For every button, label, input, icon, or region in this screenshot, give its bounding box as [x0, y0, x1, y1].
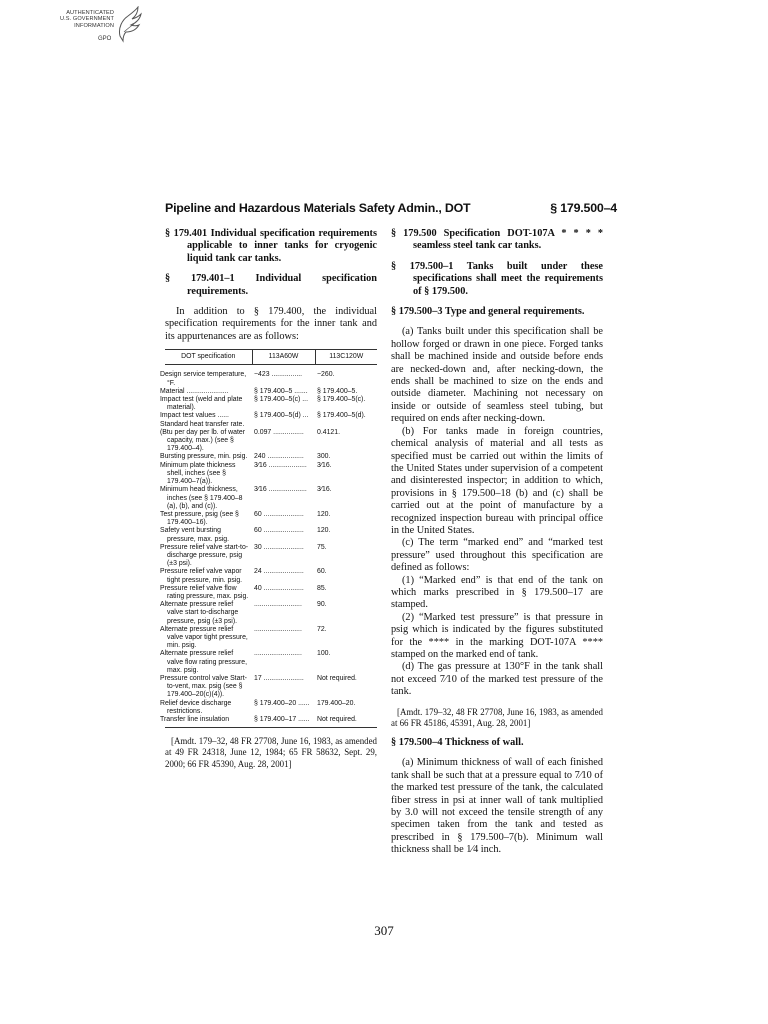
- section-heading: § 179.500–4 Thickness of wall.: [391, 737, 524, 749]
- spec-table-row: [165, 412, 377, 420]
- spec-table-header-row: [165, 350, 377, 365]
- spec-table-cell: 3⁄16.: [317, 461, 332, 469]
- paragraph: (d) The gas pressure at 130°F in the tank shall not exceed 7⁄10 of the marked test pressure of the tank.: [391, 661, 603, 698]
- logo-line: AUTHENTICATED: [66, 10, 114, 16]
- spec-table-cell: 60 .....................: [254, 527, 304, 535]
- spec-table-cell: .........................: [254, 650, 302, 658]
- spec-table-row: [165, 365, 377, 388]
- spec-table-row: [165, 486, 377, 511]
- spec-table-cell: 17 .....................: [254, 674, 304, 682]
- spec-table-cell: 60.: [317, 568, 327, 576]
- spec-table-cell: 0.4121.: [317, 428, 340, 436]
- gpo-authentication-logo: [52, 6, 152, 48]
- spec-table-cell: 3⁄16 ....................: [254, 461, 307, 469]
- paragraph: (2) “Marked test pressure” is that pressure in psig which is indicated by the figures substituted for the **** in the marking DOT-107A **** stamped on the marked end of tank.: [391, 611, 603, 660]
- section-heading: § 179.500 Specification DOT-107A * * * * seamless steel tank car tanks.: [391, 228, 603, 252]
- logo-line: INFORMATION: [74, 22, 114, 29]
- spec-table-cell: 30 .....................: [254, 543, 304, 551]
- spec-table-cell: 75.: [317, 543, 327, 551]
- spec-table-cell: 85.: [317, 584, 327, 592]
- spec-table-cell: [315, 421, 377, 429]
- spec-table-cell: Relief device discharge restrictions.: [160, 699, 232, 715]
- running-header-title: Pipeline and Hazardous Materials Safety Admin., DOT: [165, 201, 471, 215]
- spec-table-cell: 240 ...................: [254, 453, 304, 461]
- spec-table-cell: 179.400–20.: [317, 699, 356, 707]
- spec-table-cell: Material ......................: [160, 387, 229, 395]
- spec-table: [160, 349, 377, 728]
- spec-table-row: [165, 626, 377, 651]
- spec-table-cell: Pressure control valve Start-to-vent, max. psig (see § 179.400–20(c)(4)).: [160, 674, 247, 699]
- spec-table-cell: 120.: [317, 510, 331, 518]
- spec-table-cell: Alternate pressure relief valve start to-discharge pressure, psig (±3 psi).: [160, 601, 239, 625]
- section-heading: § 179.401 Individual specification requirements applicable to inner tanks for cryogenic liquid tank car tanks.: [165, 228, 377, 264]
- spec-table-row: [165, 527, 377, 543]
- spec-table-row: [165, 429, 377, 454]
- section-heading: § 179.500–1 Tanks built under these specifications shall meet the requirements of § 179.500.: [391, 260, 603, 297]
- spec-table-cell: Transfer line insulation: [165, 716, 252, 728]
- paragraph: (a) Tanks built under this specification shall be hollow forged or drawn in one piece. Forged tanks shall be machined inside and outside before ends are necked-down and, after necking-down, the ends shall be machined to size on the ends and outside diameter. Machining not necessary on inside or outside of seamless steel tubing, but required on ends after necking-down.: [391, 326, 603, 425]
- eagle-icon: [114, 6, 142, 46]
- spec-table-row: [165, 462, 377, 487]
- spec-table-cell: § 179.400–5(d) ...: [254, 412, 309, 420]
- spec-table-cell: Alternate pressure relief valve flow rating pressure, max. psig.: [160, 650, 248, 674]
- paragraph: (c) The term “marked end” and “marked test pressure” used throughout this specification are defined as follows:: [391, 537, 603, 574]
- section-heading: § 179.500–3 Type and general requirements.: [391, 306, 585, 318]
- logo-text: [52, 10, 114, 29]
- spec-table-cell: 60 .....................: [254, 510, 304, 518]
- spec-table-row: [165, 601, 377, 626]
- spec-table-row: [165, 568, 377, 584]
- paragraph: (1) “Marked end” is that end of the tank on which marks prescribed in § 179.500–17 are stamped.: [391, 574, 603, 611]
- right-column: [391, 228, 603, 857]
- spec-table-cell: § 179.400–5(d).: [317, 412, 366, 420]
- spec-table-row: [165, 388, 377, 396]
- spec-table-cell: 40 .....................: [254, 584, 304, 592]
- spec-table-cell: 300.: [317, 453, 331, 461]
- spec-table-cell: 90.: [317, 601, 327, 609]
- spec-table-cell: 24 .....................: [254, 568, 304, 576]
- spec-table-cell: 0.097 ................: [254, 428, 304, 436]
- spec-table-cell: Safety vent bursting pressure, max. psig.: [160, 527, 230, 543]
- spec-table-cell: Not required.: [315, 716, 377, 728]
- spec-table-cell: Bursting pressure, min. psig.: [160, 453, 248, 461]
- spec-table-cell: § 179.400–20 ......: [254, 699, 310, 707]
- paragraph: (a) Minimum thickness of wall of each finished tank shall be such that at a pressure equal to 7⁄10 of the marked test pressure of the tank, the calculated fiber stress in psi at inner wall of tank multiplied by 3.0 will not exceed the tensile strength of any specimen taken from the tank and tested as prescribed in § 179.500–7(b). Minimum wall thickness shall be 1⁄4 inch.: [391, 757, 603, 856]
- spec-table-cell: Alternate pressure relief valve vapor tight pressure, min. psig.: [160, 625, 248, 650]
- spec-table-cell: −260.: [317, 371, 335, 379]
- spec-table-row: [165, 396, 377, 412]
- spec-table-row: [165, 585, 377, 601]
- spec-table-cell: 100.: [317, 650, 331, 658]
- spec-table-cell: § 179.400–5(c) ...: [254, 396, 309, 404]
- running-header-section: § 179.500–4: [550, 201, 617, 215]
- spec-table-cell: 72.: [317, 625, 327, 633]
- left-column: [160, 228, 377, 778]
- spec-table-cell: [252, 421, 315, 429]
- spec-table-cell: § 179.400–17 ......: [252, 716, 315, 728]
- spec-table-cell: Test pressure, psig (see § 179.400–16).: [160, 510, 239, 527]
- spec-table-cell: .........................: [254, 625, 302, 633]
- spec-table-cell: § 179.400–5 .......: [254, 387, 308, 395]
- spec-table-cell: 120.: [317, 527, 331, 535]
- page-number: 307: [374, 923, 394, 938]
- spec-table-row: [165, 453, 377, 461]
- spec-table-cell: Impact test values ......: [160, 412, 229, 420]
- spec-table-row: [165, 675, 377, 700]
- column-header: 113C120W: [315, 350, 377, 365]
- spec-table-cell: .........................: [254, 601, 302, 609]
- logo-line: U.S. GOVERNMENT: [59, 16, 114, 23]
- spec-table-cell: Pressure relief valve flow rating pressure, max. psig.: [160, 584, 249, 600]
- spec-table-body: [160, 365, 377, 728]
- amendment-note: [Amdt. 179–32, 48 FR 27708, June 16, 1983, as amended at 49 FR 24318, June 12, 1984; 65 FR 58632, Sept. 29, 2000; 66 FR 45390, Aug. 28, 2001]: [165, 736, 377, 769]
- spec-table-cell: Standard heat transfer rate.: [160, 420, 245, 428]
- spec-table-row: [165, 511, 377, 527]
- spec-table-cell: Not required.: [317, 674, 357, 682]
- spec-table-row: [165, 700, 377, 716]
- spec-table-row: [165, 716, 377, 728]
- amendment-note: [Amdt. 179–32, 48 FR 27708, June 16, 1983, as amended at 66 FR 45186, 45391, Aug. 28, 2001]: [391, 706, 603, 728]
- section-heading: § 179.401–1 Individual specification requirements.: [165, 273, 377, 297]
- spec-table-cell: Design service temperature, °F.: [160, 371, 247, 387]
- paragraph: In addition to § 179.400, the individual specification requirements for the inner tank and its appurtenances are as follows:: [165, 306, 377, 342]
- spec-table-cell: Minimum head thickness, inches (see § 179.400–8 (a), (b), and (c)).: [160, 486, 243, 510]
- spec-table-row: [165, 544, 377, 569]
- spec-table-row: [165, 421, 377, 429]
- paragraph: (b) For tanks made in foreign countries, chemical analysis of material and all tests as specified must be carried out within the limits of the United States under supervision of a competent and disinterested inspector; in addition to which, provisions in § 179.500–18 (b) and (c) shall be carried out at the point of manufacture by a recognized inspection bureau with principal office in the United States.: [391, 425, 603, 536]
- spec-table-row: [165, 650, 377, 675]
- spec-table-cell: Pressure relief valve start-to-discharge pressure, psig (±3 psi).: [160, 543, 249, 568]
- spec-table-cell: § 179.400–5(c).: [317, 396, 366, 404]
- spec-table-cell: 3⁄16.: [317, 486, 332, 494]
- column-header: 113A60W: [252, 350, 315, 365]
- spec-table-cell: −423 ................: [254, 371, 303, 379]
- column-header: DOT specification: [165, 350, 252, 365]
- spec-table-cell: Minimum plate thickness shell, inches (see § 179.400–7(a)).: [160, 461, 236, 486]
- spec-table-cell: Impact test (weld and plate material).: [160, 396, 243, 412]
- spec-table-cell: Pressure relief valve vapor tight pressure, min. psig.: [160, 568, 243, 584]
- spec-table-cell: 3⁄16 ....................: [254, 486, 307, 494]
- spec-table-cell: § 179.400–5.: [317, 387, 358, 395]
- logo-gpo-label: GPO: [98, 36, 112, 42]
- spec-table-cell: (Btu per day per lb. of water capacity, max.) (see § 179.400–4).: [160, 428, 246, 453]
